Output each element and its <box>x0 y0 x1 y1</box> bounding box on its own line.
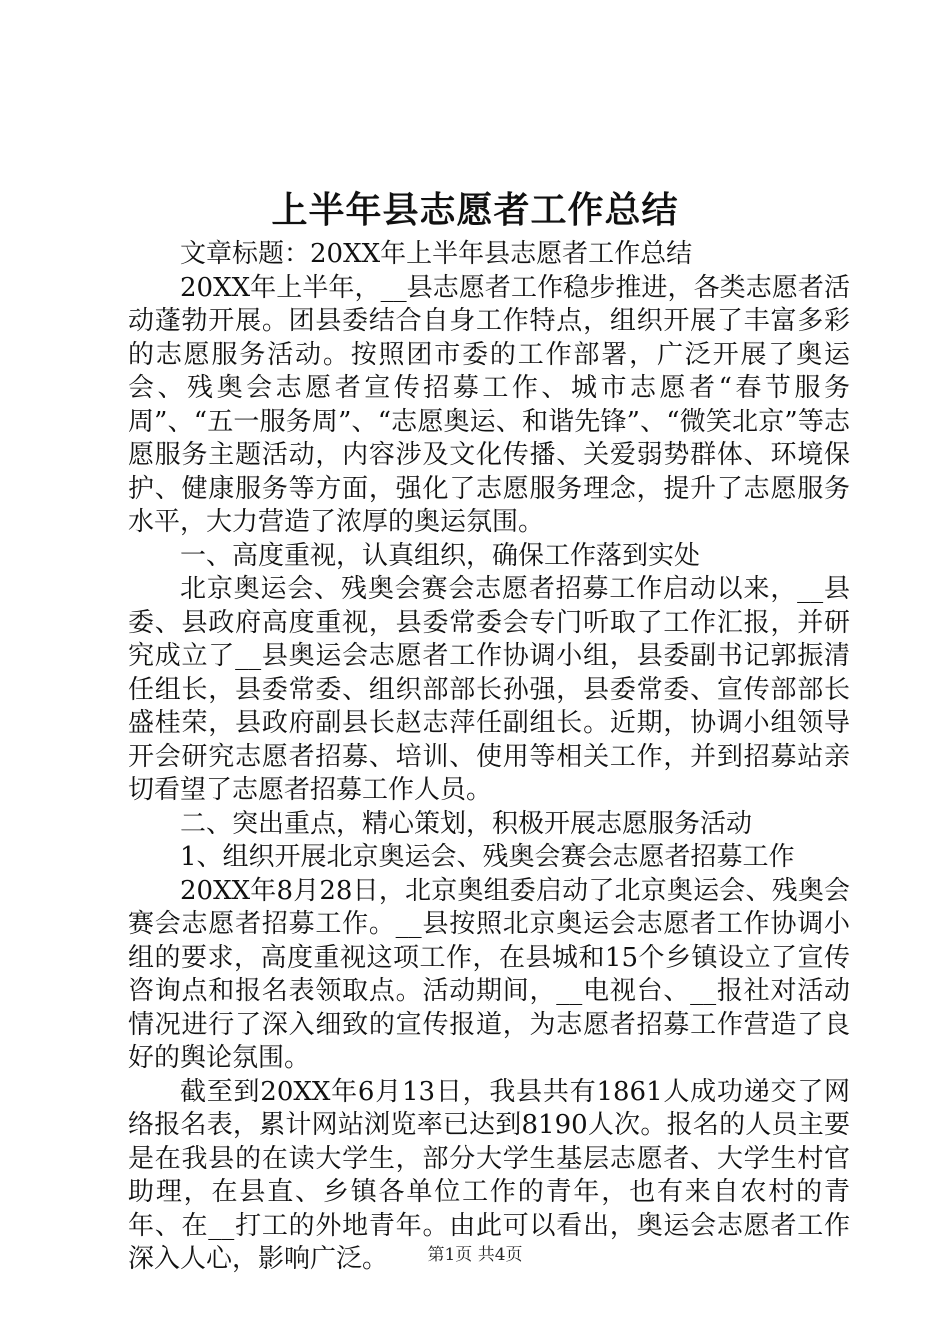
document-body <box>128 238 850 1277</box>
statistics-paragraph: 截至到20XX年6月13日，我县共有1861人成功递交了网络报名表，累计网站浏览率已达到8190人次。报名的人员主要是在我县的在读大学生，部分大学生基层志愿者、大学生村官助理，在县直、乡镇各单位工作的青年，也有来自农村的青年、在__打工的外地青年。由此可以看出，奥运会志愿者工作深入人心，影响广泛。 <box>128 1076 850 1274</box>
document-title: 上半年县志愿者工作总结 <box>271 189 679 231</box>
intro-paragraph: 20XX年上半年，__县志愿者工作稳步推进，各类志愿者活动蓬勃开展。团县委结合自身工作特点，组织开展了丰富多彩的志愿服务活动。按照团市委的工作部署，广泛开展了奥运会、残奥会志愿者宣传招募工作、城市志愿者“春节服务周”、“五一服务周”、“志愿奥运、和谐先锋”、“微笑北京”等志愿服务主题活动，内容涉及文化传播、关爱弱势群体、环境保护、健康服务等方面，强化了志愿服务理念，提升了志愿服务水平，大力营造了浓厚的奥运氛围。 <box>128 272 850 537</box>
article-heading-line: 文章标题：20XX年上半年县志愿者工作总结 <box>180 239 693 269</box>
section-1-paragraph: 北京奥运会、残奥会赛会志愿者招募工作启动以来，__县委、县政府高度重视，县委常委会专门听取了工作汇报，并研究成立了__县奥运会志愿者工作协调小组，县委副书记郭振清任组长，县委常委、组织部部长孙强，县委常委、宣传部部长盛桂荣，县政府副县长赵志萍任副组长。近期，协调小组领导开会研究志愿者招募、培训、使用等相关工作，并到招募站亲切看望了志愿者招募工作人员。 <box>128 574 850 805</box>
subsection-heading-1: 1、组织开展北京奥运会、残奥会赛会志愿者招募工作 <box>180 842 795 872</box>
section-heading-1: 一、高度重视，认真组织，确保工作落到实处 <box>180 540 701 571</box>
section-heading-2: 二、突出重点，精心策划，积极开展志愿服务活动 <box>180 808 753 839</box>
recruitment-paragraph: 20XX年8月28日，北京奥组委启动了北京奥运会、残奥会赛会志愿者招募工作。__县按照北京奥运会志愿者工作协调小组的要求，高度重视这项工作，在县城和15个乡镇设立了宣传咨询点和报名表领取点。活动期间，__电视台、__报社对活动情况进行了深入细致的宣传报道，为志愿者招募工作营造了良好的舆论氛围。 <box>128 875 850 1073</box>
page-number-footer: 第1页 共4页 <box>427 1245 523 1265</box>
